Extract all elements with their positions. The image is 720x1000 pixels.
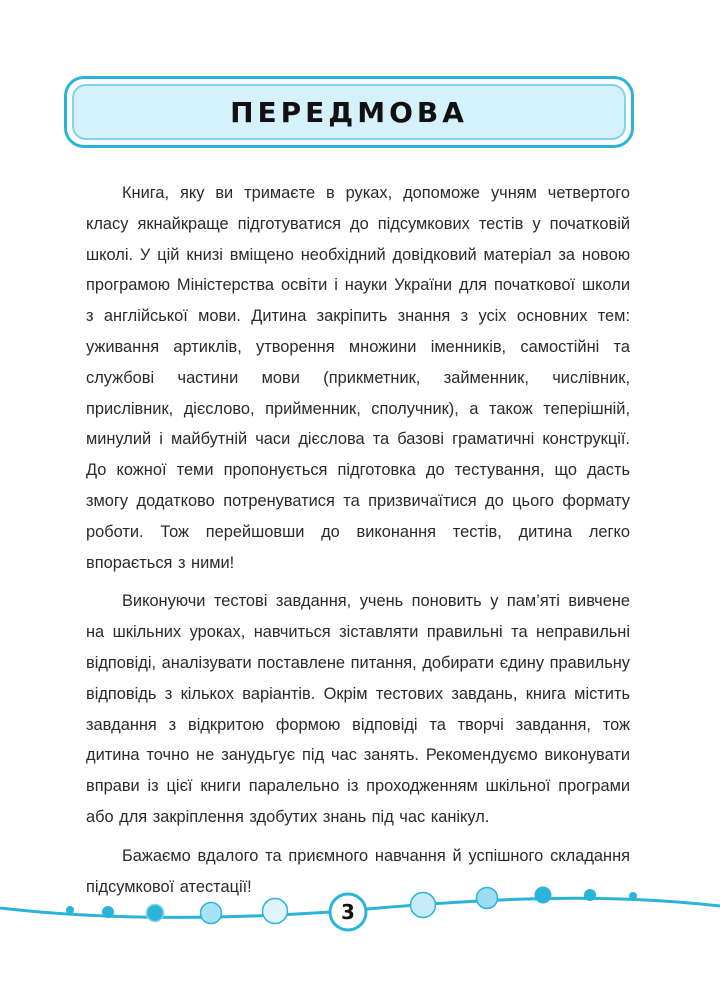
dot-3 [147, 905, 164, 922]
dot-2 [102, 906, 114, 918]
paragraph-intro: Книга, яку ви тримаєте в руках, допоможе учням четвертого класу якнайкраще підготуватися до підсумкових тестів у початковій школі. У цій книзі вміщено необхідний довідковий матеріал за новою програмою Міністерства освіти і науки України для початкової школи з англійської мови. Дитина закріпить знання з усіх основних тем: уживання артиклів, утворення множини іменників, самостійні та службові частини мови (прикметник, займенник, числівник, прислівник, дієслово, прийменник, сполучник), а також теперішній, минулий і майбутній часи дієслова та базові граматичні конструкції. До кожної теми пропонується підготовка до тестування, що дасть змогу додатково потренуватися та призвичаїтися до цього формату роботи. Тож перейшовши до виконання тестів, дитина легко впорається з ними! [86, 184, 630, 572]
paragraph-wishes: Бажаємо вдалого та приємного навчання й успішного складання підсумкової атестації! [86, 846, 630, 896]
dot-1 [66, 906, 74, 914]
page-number: 3 [341, 900, 355, 924]
title-frame [64, 76, 634, 148]
dot-4 [201, 903, 222, 924]
page-title: ПЕРЕДМОВА [230, 95, 468, 129]
dot-10 [629, 892, 637, 900]
dot-7 [477, 888, 498, 909]
paragraph-tasks: Виконуючи тестові завдання, учень поновить у пам’яті вивчене на шкільних уроках, навчиться зіставляти правильні та неправильні відповіді, аналізувати поставлене питання, добирати єдину правильну відповідь з кількох варіантів. Окрім тестових завдань, книга містить завдання з відкритою формою відповіді та творчі завдання, тож дитина точно не занудьгує під час занять. Рекомендуємо виконувати вправи із цієї книги паралельно із проходженням шкільної програми або для закріплення здобутих знань під час канікул. [86, 592, 630, 826]
preface-body [86, 178, 630, 910]
dot-9 [584, 889, 596, 901]
dot-5 [263, 899, 288, 924]
title-banner [72, 84, 626, 140]
dot-8 [535, 887, 552, 904]
dot-6 [411, 893, 436, 918]
